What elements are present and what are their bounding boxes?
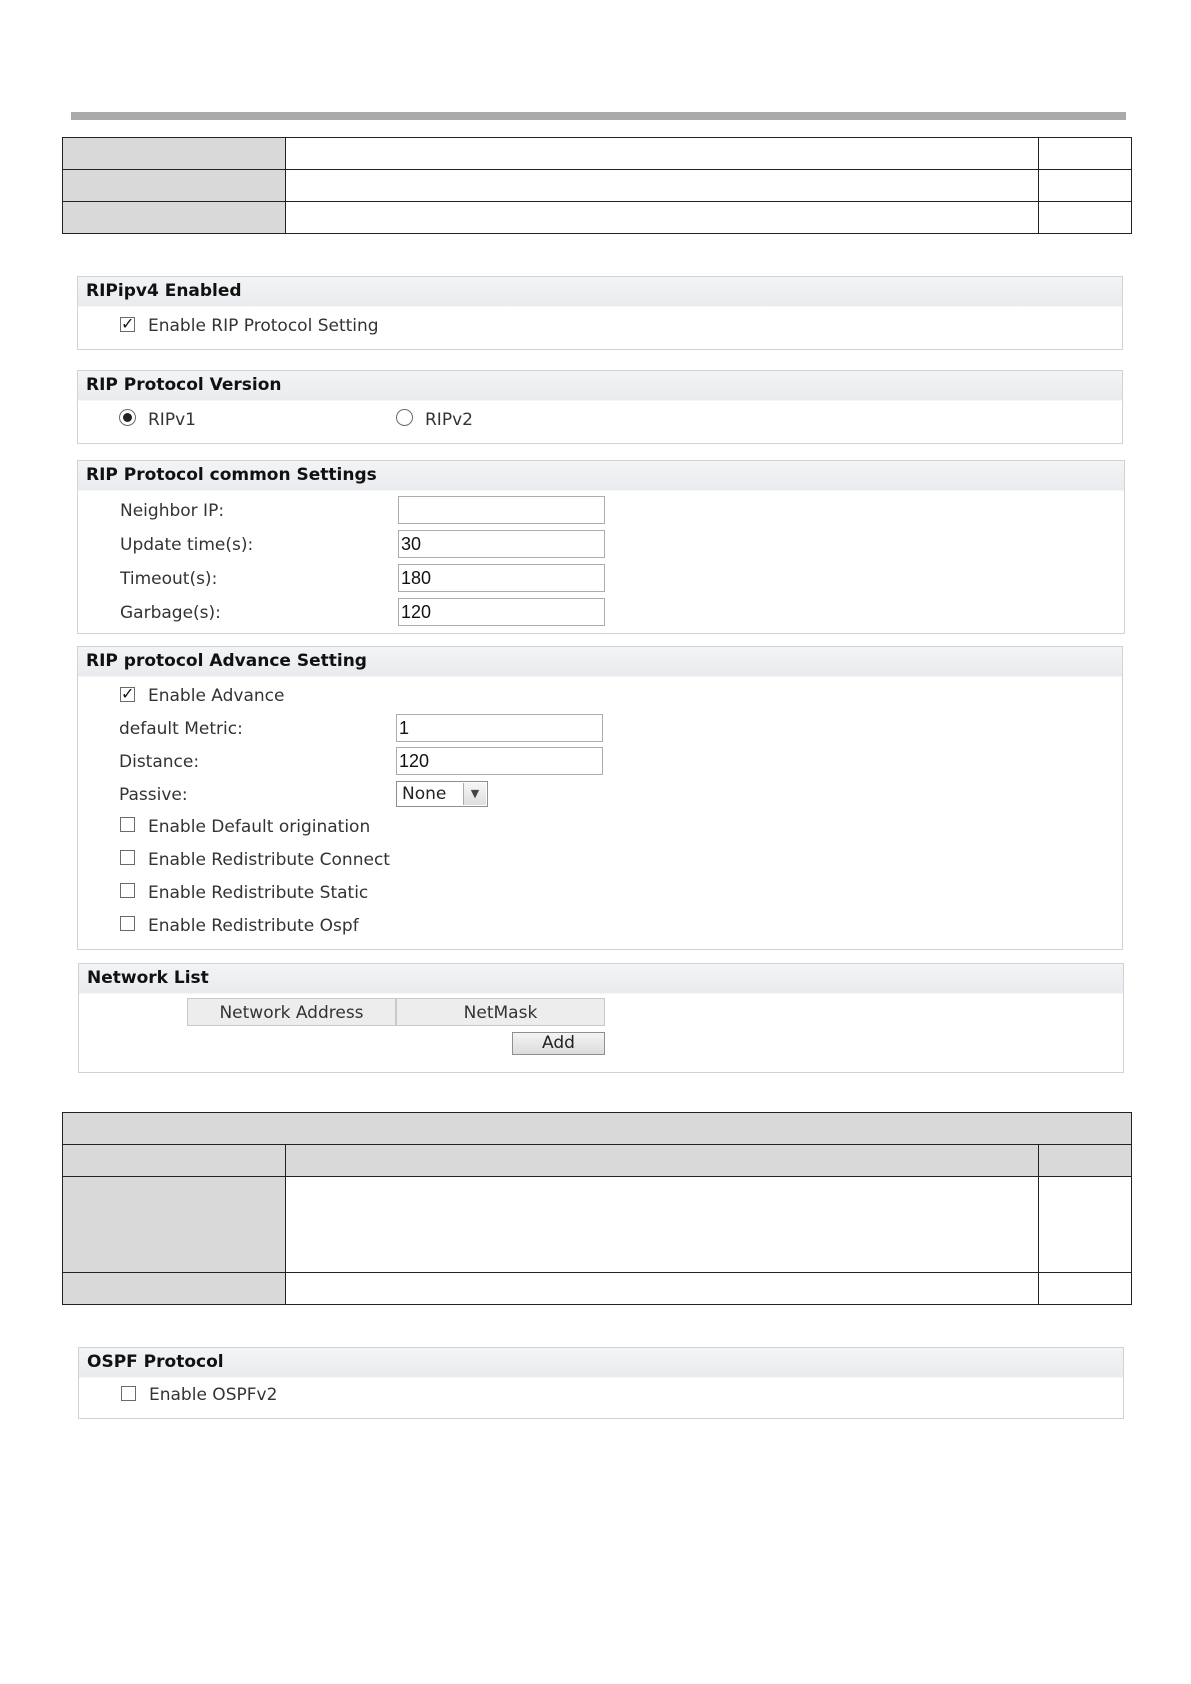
rip-enabled-panel bbox=[77, 276, 1123, 350]
redistribute-static-checkbox[interactable] bbox=[120, 883, 135, 898]
timeout-input[interactable]: 180 bbox=[398, 564, 605, 592]
passive-label: Passive: bbox=[119, 785, 188, 805]
ripv2-radio[interactable] bbox=[396, 409, 413, 426]
network-list-panel bbox=[78, 963, 1124, 1073]
network-address-header: Network Address bbox=[187, 998, 396, 1026]
ospf-title: OSPF Protocol bbox=[79, 1348, 1123, 1378]
neighbor-ip-label: Neighbor IP: bbox=[120, 501, 225, 521]
timeout-label: Timeout(s): bbox=[120, 569, 218, 589]
enable-advance-checkbox[interactable]: ✓ bbox=[121, 684, 135, 703]
rip-advance-title: RIP protocol Advance Setting bbox=[78, 647, 1122, 677]
netmask-header: NetMask bbox=[396, 998, 605, 1026]
default-metric-input[interactable]: 1 bbox=[396, 714, 603, 742]
passive-select[interactable] bbox=[396, 781, 488, 807]
redistribute-connect-label: Enable Redistribute Connect bbox=[148, 850, 390, 870]
ripv2-label: RIPv2 bbox=[425, 410, 473, 430]
enable-ospf-checkbox[interactable] bbox=[121, 1386, 136, 1401]
rip-version-panel bbox=[77, 370, 1123, 444]
ripv1-label: RIPv1 bbox=[148, 410, 196, 430]
parameter-table-bottom bbox=[62, 1112, 1132, 1305]
update-time-label: Update time(s): bbox=[120, 535, 254, 555]
ripv1-radio[interactable] bbox=[119, 409, 136, 426]
default-metric-label: default Metric: bbox=[119, 719, 243, 739]
enable-advance-label: Enable Advance bbox=[148, 686, 285, 706]
distance-input[interactable]: 120 bbox=[396, 747, 603, 775]
rip-common-title: RIP Protocol common Settings bbox=[78, 461, 1124, 491]
chevron-down-icon: ▼ bbox=[463, 783, 486, 805]
default-origination-label: Enable Default origination bbox=[148, 817, 371, 837]
garbage-input[interactable]: 120 bbox=[398, 598, 605, 626]
garbage-label: Garbage(s): bbox=[120, 603, 221, 623]
rip-common-panel bbox=[77, 460, 1125, 634]
redistribute-static-label: Enable Redistribute Static bbox=[148, 883, 369, 903]
rip-advance-panel bbox=[77, 646, 1123, 950]
enable-rip-checkbox[interactable]: ✓ bbox=[121, 314, 135, 333]
ospf-panel bbox=[78, 1347, 1124, 1419]
enable-rip-label: Enable RIP Protocol Setting bbox=[148, 316, 379, 336]
passive-select-value: None bbox=[402, 784, 447, 804]
update-time-input[interactable]: 30 bbox=[398, 530, 605, 558]
parameter-table-top bbox=[62, 137, 1132, 234]
rip-enabled-title: RIPipv4 Enabled bbox=[78, 277, 1122, 307]
add-button[interactable]: Add bbox=[512, 1032, 605, 1055]
top-rule bbox=[71, 112, 1126, 120]
distance-label: Distance: bbox=[119, 752, 200, 772]
default-origination-checkbox[interactable] bbox=[120, 817, 135, 832]
redistribute-connect-checkbox[interactable] bbox=[120, 850, 135, 865]
network-list-title: Network List bbox=[79, 964, 1123, 994]
redistribute-ospf-label: Enable Redistribute Ospf bbox=[148, 916, 359, 936]
enable-ospf-label: Enable OSPFv2 bbox=[149, 1385, 278, 1405]
rip-version-title: RIP Protocol Version bbox=[78, 371, 1122, 401]
neighbor-ip-input[interactable] bbox=[398, 496, 605, 524]
redistribute-ospf-checkbox[interactable] bbox=[120, 916, 135, 931]
